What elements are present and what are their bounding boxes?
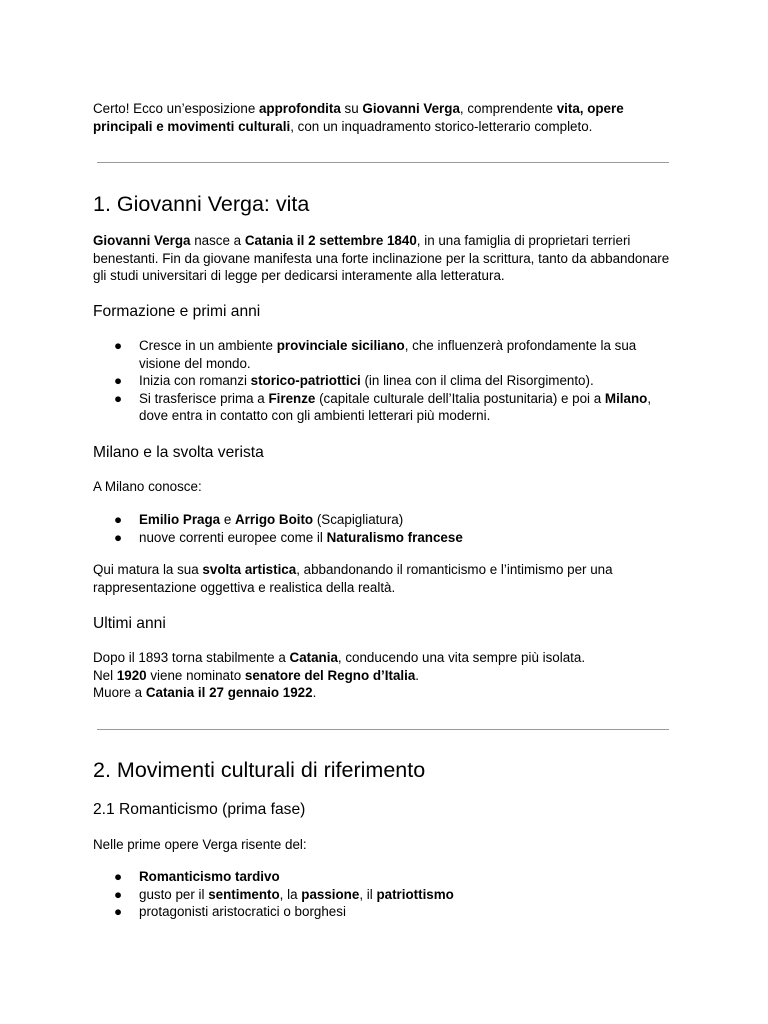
bullet-icon: ● bbox=[114, 869, 123, 884]
romanticismo-intro: Nelle prime opere Verga risente del: bbox=[93, 837, 307, 852]
milano-heading: Milano e la svolta verista bbox=[93, 444, 264, 461]
bullet-icon: ● bbox=[114, 904, 123, 919]
ultimi-heading: Ultimi anni bbox=[93, 615, 166, 632]
list-item: ● protagonisti aristocratici o borghesi bbox=[114, 904, 346, 919]
list-item: ● gusto per il sentimento, la passione, il patriottismo bbox=[114, 886, 454, 902]
formazione-list bbox=[93, 337, 673, 425]
bullet-icon: ● bbox=[114, 373, 123, 388]
list-item: ● Cresce in un ambiente provinciale siciliano, che influenzerà profondamente la sua visione del mondo. bbox=[114, 338, 637, 371]
intro-paragraph: Certo! Ecco un’esposizione approfondita su Giovanni Verga, comprendente vita, opere principali e movimenti culturali, con un inquadramento storico-letterario completo. bbox=[93, 101, 624, 134]
section-1-title: 1. Giovanni Verga: vita bbox=[93, 192, 310, 216]
bullet-icon: ● bbox=[114, 886, 123, 902]
romanticismo-heading: 2.1 Romanticismo (prima fase) bbox=[93, 801, 306, 818]
section-2-title: 2. Movimenti culturali di riferimento bbox=[93, 758, 426, 782]
bullet-icon: ● bbox=[114, 512, 123, 527]
list-item: ● Emilio Praga e Arrigo Boito (Scapigliatura) bbox=[114, 512, 404, 527]
ultimi-paragraph: Dopo il 1893 torna stabilmente a Catania, conducendo una vita sempre più isolata. Nel 1920 viene nominato senatore del Regno d’Italia. Muore a Catania il 27 gennaio 1922. bbox=[93, 650, 586, 700]
svolta-paragraph: Qui matura la sua svolta artistica, abbandonando il romanticismo e l’intimismo per una rappresentazione oggettiva e realistica della realtà. bbox=[93, 562, 613, 595]
list-item: ● Romanticismo tardivo bbox=[114, 869, 280, 884]
horizontal-divider bbox=[97, 162, 669, 163]
list-item: ● Si trasferisce prima a Firenze (capitale culturale dell’Italia postunitaria) e poi a Milano, dove entra in contatto con gli ambienti letterari più moderni. bbox=[114, 390, 652, 423]
bullet-icon: ● bbox=[114, 390, 123, 406]
formazione-heading: Formazione e primi anni bbox=[93, 303, 261, 320]
horizontal-divider bbox=[97, 729, 669, 730]
romanticismo-list bbox=[93, 868, 673, 921]
milano-intro: A Milano conosce: bbox=[93, 479, 202, 494]
bullet-icon: ● bbox=[114, 529, 123, 545]
list-item: ● Inizia con romanzi storico-patriottici (in linea con il clima del Risorgimento). bbox=[114, 373, 594, 388]
bullet-icon: ● bbox=[114, 338, 123, 353]
life-paragraph: Giovanni Verga nasce a Catania il 2 settembre 1840, in una famiglia di proprietari terrieri benestanti. Fin da giovane manifesta una forte inclinazione per la scrittura, tanto da abbandonare gli studi universitari di legge per dedicarsi interamente alla letteratura. bbox=[93, 233, 670, 283]
list-item: ● nuove correnti europee come il Naturalismo francese bbox=[114, 529, 463, 545]
milano-list bbox=[93, 511, 673, 546]
